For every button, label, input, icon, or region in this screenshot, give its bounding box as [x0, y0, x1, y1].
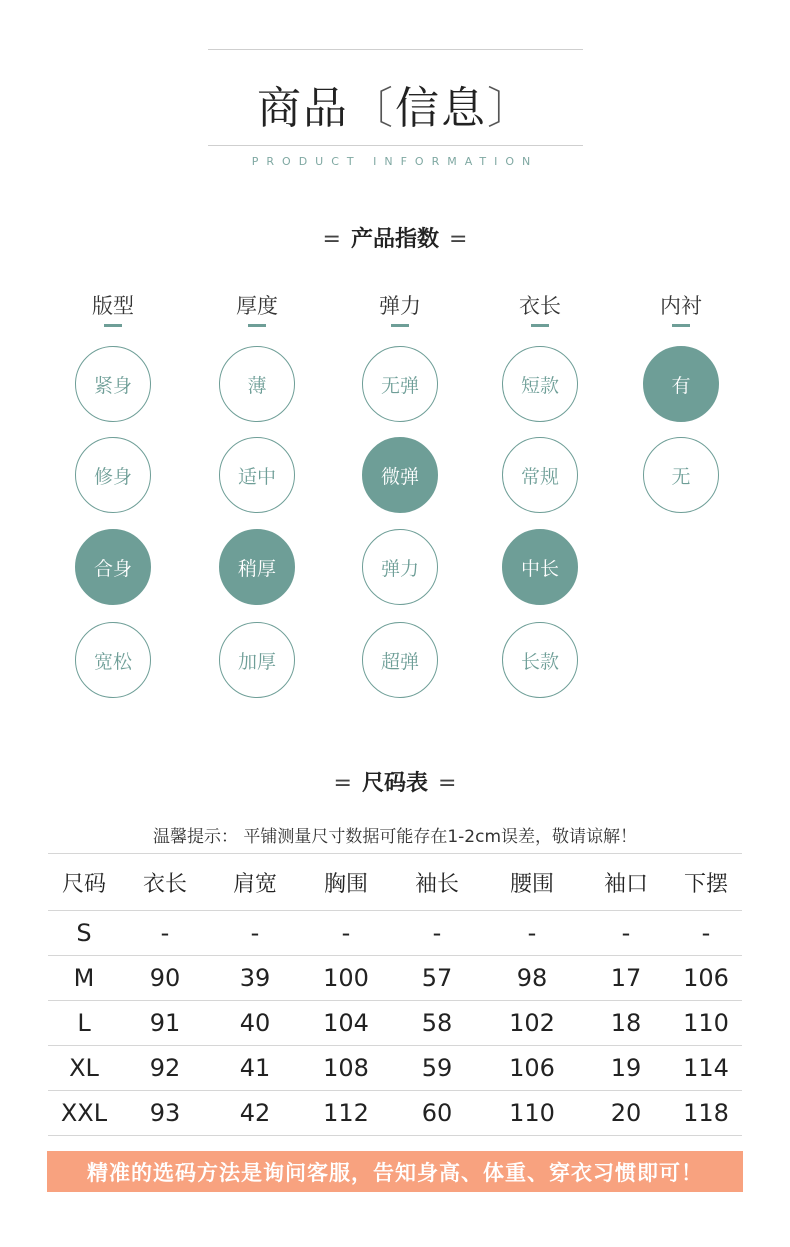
page-title	[0, 72, 790, 136]
table-cell: XL	[48, 1046, 120, 1091]
table-cell: -	[120, 911, 210, 956]
eq-right: =	[449, 227, 468, 252]
table-cell: 39	[210, 956, 300, 1001]
table-header-cell: 胸围	[300, 854, 392, 911]
index-option: 无弹	[362, 346, 438, 422]
table-row	[48, 956, 742, 1001]
measurement-tip: 温馨提示： 平铺测量尺寸数据可能存在1-2cm误差，敬请谅解！	[152, 827, 638, 847]
table-row	[48, 1091, 742, 1136]
index-column-label: 弹力	[379, 294, 421, 318]
table-cell: -	[582, 911, 670, 956]
size-title-text: 尺码表	[361, 771, 428, 796]
index-option-selected: 有	[643, 346, 719, 422]
table-header-cell: 袖口	[582, 854, 670, 911]
column-underline	[248, 324, 266, 327]
table-cell: 90	[120, 956, 210, 1001]
eq-right: =	[438, 771, 457, 796]
size-table	[48, 853, 742, 1136]
table-cell: 106	[670, 956, 742, 1001]
table-cell: 92	[120, 1046, 210, 1091]
table-cell: 106	[482, 1046, 582, 1091]
table-cell: 57	[392, 956, 482, 1001]
eq-left: =	[333, 771, 352, 796]
table-cell: -	[482, 911, 582, 956]
index-option: 加厚	[219, 622, 295, 698]
table-cell: 102	[482, 1001, 582, 1046]
title-left: 商品	[257, 83, 349, 134]
eq-left: =	[322, 227, 341, 252]
table-cell: 60	[392, 1091, 482, 1136]
table-cell: 19	[582, 1046, 670, 1091]
table-cell: 93	[120, 1091, 210, 1136]
table-cell: 110	[670, 1001, 742, 1046]
index-option: 常规	[502, 437, 578, 513]
table-cell: 91	[120, 1001, 210, 1046]
table-header-cell: 下摆	[670, 854, 742, 911]
table-cell: -	[670, 911, 742, 956]
index-option: 适中	[219, 437, 295, 513]
index-option: 修身	[75, 437, 151, 513]
table-cell: 108	[300, 1046, 392, 1091]
index-title-text: 产品指数	[350, 227, 439, 252]
table-cell: 110	[482, 1091, 582, 1136]
table-header-row	[48, 854, 742, 911]
index-option: 薄	[219, 346, 295, 422]
column-underline	[391, 324, 409, 327]
column-underline	[104, 324, 122, 327]
index-option: 短款	[502, 346, 578, 422]
header-top-rule	[208, 49, 583, 50]
table-header-cell: 衣长	[120, 854, 210, 911]
index-column-label: 内衬	[660, 294, 702, 318]
index-option-selected: 中长	[502, 529, 578, 605]
title-right: 信息	[395, 83, 487, 134]
table-cell: XXL	[48, 1091, 120, 1136]
table-cell: 114	[670, 1046, 742, 1091]
table-cell: 42	[210, 1091, 300, 1136]
table-cell: 118	[670, 1091, 742, 1136]
table-header-cell: 尺码	[48, 854, 120, 911]
index-column-label: 版型	[92, 294, 134, 318]
table-header-cell: 腰围	[482, 854, 582, 911]
index-column-label: 衣长	[519, 294, 561, 318]
table-cell: 58	[392, 1001, 482, 1046]
table-cell: 104	[300, 1001, 392, 1046]
index-option-selected: 合身	[75, 529, 151, 605]
table-cell: -	[300, 911, 392, 956]
table-cell: 18	[582, 1001, 670, 1046]
table-row	[48, 1001, 742, 1046]
table-cell: 98	[482, 956, 582, 1001]
index-section-title	[0, 222, 790, 253]
index-option: 无	[643, 437, 719, 513]
table-cell: 112	[300, 1091, 392, 1136]
table-cell: -	[392, 911, 482, 956]
advice-banner: 精准的选码方法是询问客服，告知身高、体重、穿衣习惯即可！	[47, 1151, 743, 1192]
table-cell: L	[48, 1001, 120, 1046]
size-section-title	[0, 766, 790, 797]
index-option-selected: 稍厚	[219, 529, 295, 605]
table-cell: 59	[392, 1046, 482, 1091]
index-option: 超弹	[362, 622, 438, 698]
page-subtitle: PRODUCT INFORMATION	[251, 155, 539, 168]
index-column-label: 厚度	[236, 294, 278, 318]
header-bottom-rule	[208, 145, 583, 146]
column-underline	[672, 324, 690, 327]
table-cell: 17	[582, 956, 670, 1001]
table-cell: M	[48, 956, 120, 1001]
table-header-cell: 肩宽	[210, 854, 300, 911]
index-option: 长款	[502, 622, 578, 698]
index-option: 弹力	[362, 529, 438, 605]
table-header-cell: 袖长	[392, 854, 482, 911]
table-cell: 40	[210, 1001, 300, 1046]
index-option: 紧身	[75, 346, 151, 422]
table-cell: 100	[300, 956, 392, 1001]
table-cell: -	[210, 911, 300, 956]
table-cell: S	[48, 911, 120, 956]
table-row	[48, 911, 742, 956]
bracket-close: 〕	[487, 83, 533, 134]
table-row	[48, 1046, 742, 1091]
column-underline	[531, 324, 549, 327]
table-cell: 41	[210, 1046, 300, 1091]
index-option-selected: 微弹	[362, 437, 438, 513]
index-option: 宽松	[75, 622, 151, 698]
table-cell: 20	[582, 1091, 670, 1136]
bracket-open: 〔	[349, 83, 395, 134]
